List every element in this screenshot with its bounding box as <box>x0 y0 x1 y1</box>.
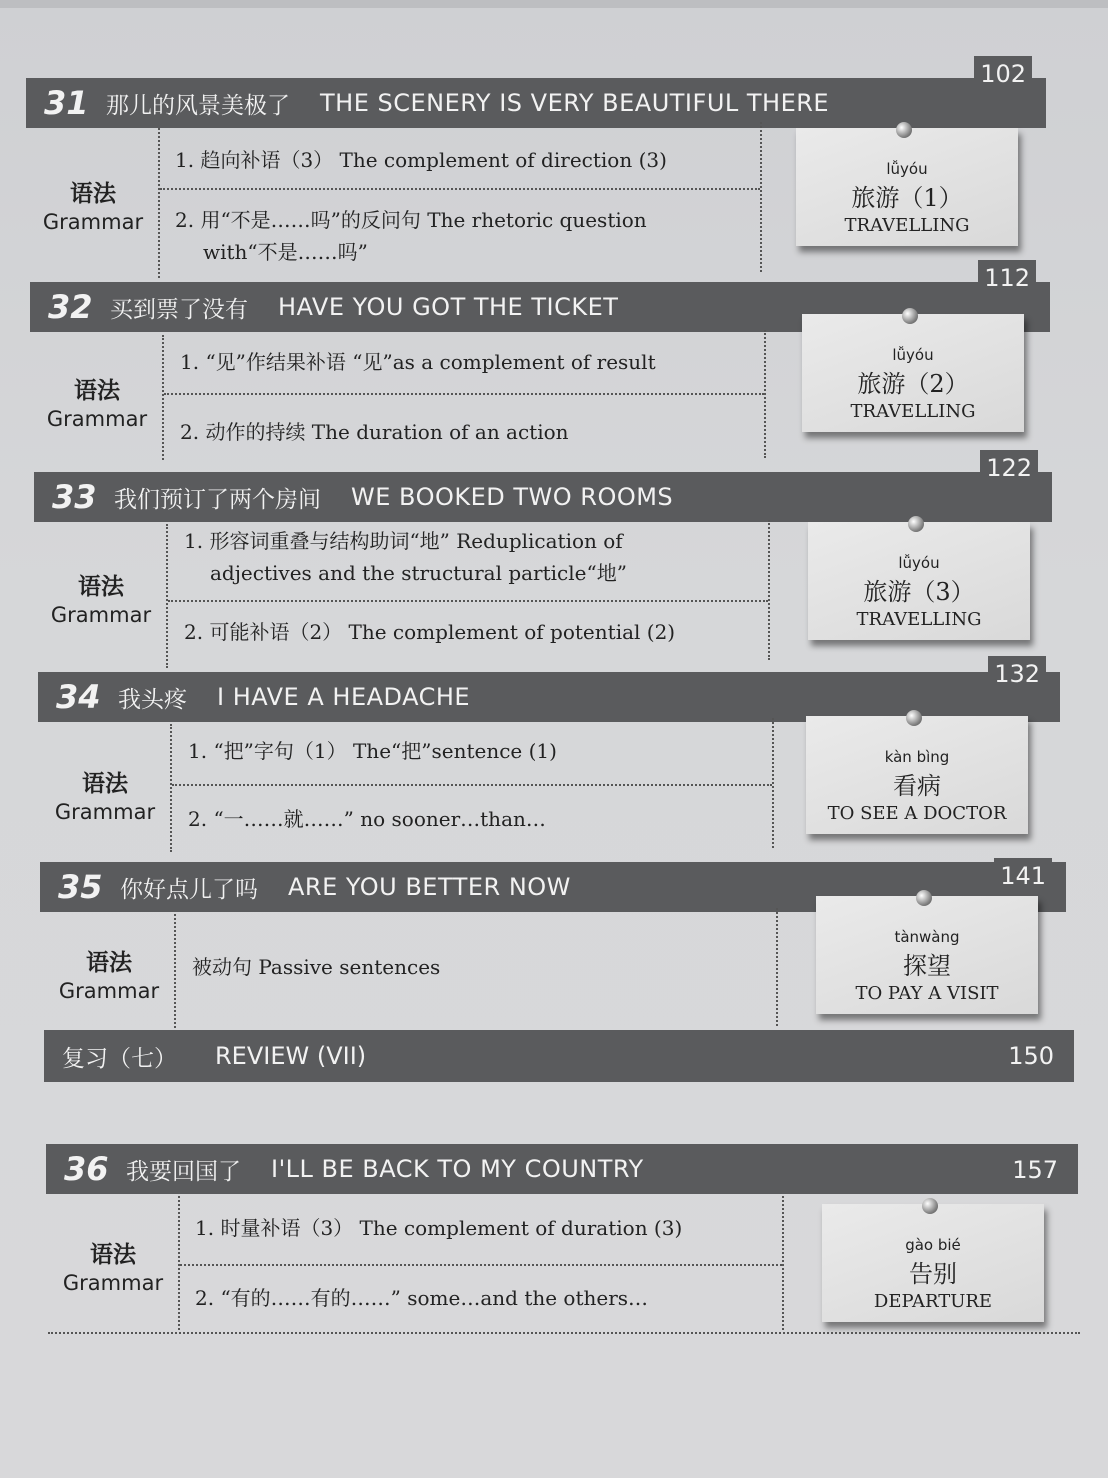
grammar-label <box>36 568 166 627</box>
topic-pinyin: lǚyóu <box>892 346 934 364</box>
lesson-title-zh: 买到票了没有 <box>110 296 248 323</box>
topic-zh: 旅游（3） <box>863 578 975 606</box>
grammar-item: 1. 时量补语（3） The complement of duration (3) <box>195 1216 683 1240</box>
topic-en: TRAVELLING <box>850 401 976 422</box>
grammar-label-en: Grammar <box>54 800 156 824</box>
grammar-label <box>44 944 174 1003</box>
pin-icon <box>916 890 932 906</box>
divider <box>782 1196 784 1330</box>
pin-icon <box>908 516 924 532</box>
topic-pinyin: gào bié <box>905 1236 961 1254</box>
lesson-title-en: THE SCENERY IS VERY BEAUTIFUL THERE <box>320 89 830 117</box>
bottom-divider <box>48 1332 1080 1334</box>
topic-en: DEPARTURE <box>873 1291 993 1312</box>
pin-icon <box>922 1198 938 1214</box>
grammar-label-en: Grammar <box>42 210 144 234</box>
lesson-number: 33 <box>52 478 97 516</box>
divider <box>772 718 774 848</box>
topic-note <box>808 522 1030 640</box>
lesson-title-zh: 你好点儿了吗 <box>120 876 258 903</box>
divider <box>178 1196 180 1330</box>
divider <box>172 784 772 786</box>
review-title-en: REVIEW (VII) <box>215 1042 367 1070</box>
lesson-title-zh: 那儿的风景美极了 <box>106 92 290 119</box>
divider <box>168 600 768 602</box>
page-number: 102 <box>974 56 1032 90</box>
lesson-header <box>46 1144 1078 1194</box>
topic-pinyin: tànwàng <box>894 928 960 946</box>
lesson-title-zh: 我们预订了两个房间 <box>114 486 321 513</box>
grammar-item: 1. 形容词重叠与结构助词“地” Reduplication of <box>184 529 623 553</box>
lesson-number: 34 <box>56 678 101 716</box>
grammar-label-en: Grammar <box>50 603 152 627</box>
grammar-item: with“不是……吗” <box>203 240 368 264</box>
divider <box>760 122 762 272</box>
topic-pinyin: kàn bìng <box>884 748 950 766</box>
divider <box>166 524 168 668</box>
topic-pinyin: lǚyóu <box>886 160 928 178</box>
lesson-number: 31 <box>44 84 89 122</box>
review-title-zh: 复习（七） <box>62 1045 177 1072</box>
lesson-number: 35 <box>58 868 103 906</box>
grammar-label-zh: 语法 <box>78 573 124 600</box>
pin-icon <box>906 710 922 726</box>
divider <box>180 1264 782 1266</box>
topic-zh: 旅游（1） <box>851 184 963 212</box>
grammar-label <box>40 765 170 824</box>
lesson-title-en: I'LL BE BACK TO MY COUNTRY <box>271 1155 644 1183</box>
divider <box>174 914 176 1028</box>
page-number: 141 <box>994 858 1052 892</box>
pin-icon <box>902 308 918 324</box>
lesson-title-en: WE BOOKED TWO ROOMS <box>351 483 674 511</box>
divider <box>162 335 164 460</box>
lesson-title-zh: 我要回国了 <box>126 1158 241 1185</box>
topic-en: TO SEE A DOCTOR <box>827 803 1007 824</box>
grammar-label-zh: 语法 <box>74 377 120 404</box>
divider <box>170 724 172 852</box>
topic-zh: 旅游（2） <box>857 370 969 398</box>
divider <box>160 188 760 190</box>
grammar-label <box>32 372 162 431</box>
topic-en: TO PAY A VISIT <box>855 983 999 1004</box>
grammar-item: 被动句 Passive sentences <box>192 955 441 979</box>
topic-en: TRAVELLING <box>844 215 970 236</box>
topic-note <box>816 896 1038 1014</box>
grammar-label-zh: 语法 <box>86 949 132 976</box>
grammar-item: 2. “一……就……” no sooner…than… <box>188 807 546 831</box>
grammar-item: 1. “见”作结果补语 “见”as a complement of result <box>180 350 656 374</box>
page-number: 150 <box>1008 1042 1054 1070</box>
page-number: 132 <box>988 656 1046 690</box>
grammar-item: 2. 动作的持续 The duration of an action <box>180 420 569 444</box>
divider <box>776 908 778 1026</box>
lesson-header <box>26 60 1046 128</box>
page-top-edge <box>0 0 1108 8</box>
review-header <box>44 1030 1074 1082</box>
grammar-item: 1. 趋向补语（3） The complement of direction (3) <box>175 148 667 172</box>
page-number: 122 <box>980 450 1038 484</box>
topic-note <box>796 128 1018 246</box>
lesson-title-en: HAVE YOU GOT THE TICKET <box>278 293 619 321</box>
grammar-label-zh: 语法 <box>90 1241 136 1268</box>
page-number: 112 <box>978 260 1036 294</box>
lesson-number: 36 <box>64 1150 109 1188</box>
topic-note <box>806 716 1028 834</box>
topic-zh: 告别 <box>909 1260 957 1288</box>
topic-zh: 探望 <box>903 952 951 980</box>
grammar-item: adjectives and the structural particle“地” <box>210 561 627 585</box>
divider <box>768 520 770 660</box>
divider <box>158 128 160 278</box>
topic-pinyin: lǚyóu <box>898 554 940 572</box>
lesson-title-en: ARE YOU BETTER NOW <box>288 873 571 901</box>
grammar-label-en: Grammar <box>46 407 148 431</box>
lesson-title-zh: 我头疼 <box>118 686 187 713</box>
grammar-label-zh: 语法 <box>82 770 128 797</box>
topic-zh: 看病 <box>893 772 941 800</box>
grammar-item: 2. “有的……有的……” some…and the others… <box>195 1286 649 1310</box>
grammar-label-en: Grammar <box>58 979 160 1003</box>
grammar-label <box>48 1236 178 1295</box>
grammar-item: 1. “把”字句（1） The“把”sentence (1) <box>188 739 557 763</box>
topic-note <box>822 1204 1044 1322</box>
divider <box>164 393 764 395</box>
grammar-label-zh: 语法 <box>70 180 116 207</box>
divider <box>764 330 766 458</box>
page-number: 157 <box>1006 1152 1064 1186</box>
topic-en: TRAVELLING <box>856 609 982 630</box>
grammar-item: 2. 可能补语（2） The complement of potential (2) <box>184 620 676 644</box>
pin-icon <box>896 122 912 138</box>
topic-note <box>802 314 1024 432</box>
lesson-header <box>34 454 1052 522</box>
grammar-label <box>28 175 158 234</box>
lesson-title-en: I HAVE A HEADACHE <box>217 683 471 711</box>
lesson-number: 32 <box>48 288 93 326</box>
grammar-item: 2. 用“不是……吗”的反问句 The rhetoric question <box>175 208 647 232</box>
grammar-label-en: Grammar <box>62 1271 164 1295</box>
